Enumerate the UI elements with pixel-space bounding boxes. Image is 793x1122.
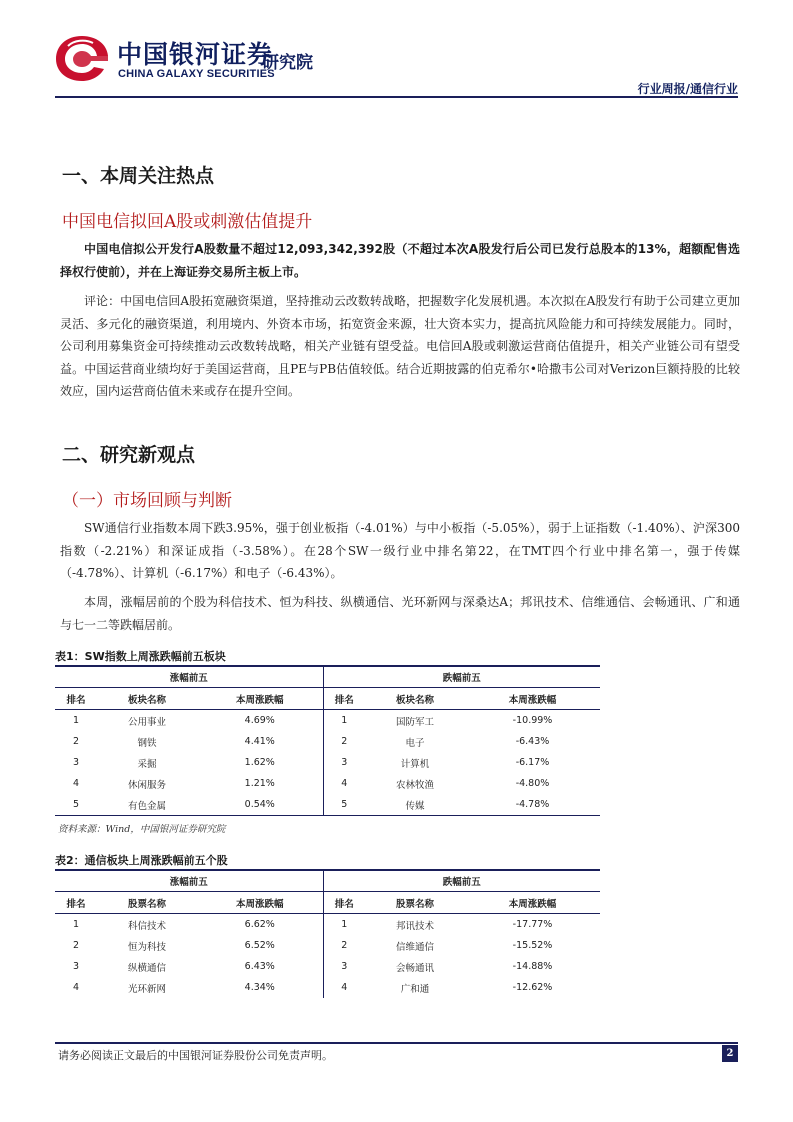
table-row bbox=[55, 794, 600, 816]
cell-rank: 1 bbox=[323, 914, 365, 936]
cell-change: 4.69% bbox=[244, 715, 275, 726]
cell-rank: 1 bbox=[323, 710, 365, 732]
section2-subtitle: （一）市场回顾与判断 bbox=[62, 491, 232, 511]
cell-rank: 2 bbox=[72, 736, 80, 747]
section1-title: 一、本周关注热点 bbox=[62, 165, 215, 187]
cell-change: 1.21% bbox=[244, 778, 275, 789]
cell-change: -6.43% bbox=[515, 736, 550, 747]
top-movers-para: 本周，涨幅居前的个股为科信技术、恒为科技、纵横通信、光环新网与深桑达A；邦讯技术、信维通信、会畅通讯、广和通与七一二等跌幅居前。 bbox=[60, 595, 740, 632]
table-row bbox=[55, 773, 600, 794]
cell-rank: 3 bbox=[323, 956, 365, 977]
cell-change: -17.77% bbox=[512, 919, 553, 930]
section1-comment: 评论：中国电信回A股拓宽融资渠道，坚持推动云改数转战略，把握数字化发展机遇。本次拟在A股发行有助于公司建立更加灵活、多元化的融资渠道，利用境内、外资本市场，拓宽资金来源，壮大资本实力，提高抗风险能力和可持续发展能力。同时，公司利用募集资金可持续推动云改数转战略，相关产业链有望受益。电信回A股或刺激运营商估值提升，相关产业链公司有望受益。中国运营商业绩均好于美国运营商，且PE与PB估值较低。结合近期披露的伯克希尔•哈撒韦公司对Verizon巨额持股的比较效应，国内运营商估值未来或存在提升空间。 bbox=[60, 294, 740, 398]
cell-name: 公用事业 bbox=[127, 716, 166, 728]
section1-subtitle: 中国电信拟回A股或刺激估值提升 bbox=[62, 212, 313, 232]
cell-name: 广和通 bbox=[400, 983, 430, 995]
cell-name: 信维通信 bbox=[395, 941, 434, 953]
table2-col-change: 本周涨跌幅 bbox=[465, 892, 600, 914]
table2-col-name: 股票名称 bbox=[365, 892, 465, 914]
table2-col-name: 股票名称 bbox=[97, 892, 197, 914]
table2-col-rank: 排名 bbox=[55, 892, 97, 914]
cell-rank: 2 bbox=[323, 935, 365, 956]
cell-name: 有色金属 bbox=[97, 794, 197, 816]
cell-rank: 4 bbox=[323, 773, 365, 794]
cell-rank: 2 bbox=[323, 731, 365, 752]
cell-name: 农林牧渔 bbox=[395, 779, 434, 791]
cell-change: 0.54% bbox=[197, 794, 323, 816]
cell-name: 钢铁 bbox=[137, 737, 157, 749]
institute-name: 研究院 bbox=[262, 53, 313, 73]
cell-name: 休闲服务 bbox=[127, 779, 166, 791]
brand-name-cn: 中国银河证券 bbox=[117, 40, 274, 69]
table-row bbox=[55, 956, 600, 977]
cell-name: 计算机 bbox=[400, 758, 430, 770]
table2-group-down: 跌幅前五 bbox=[323, 870, 600, 892]
cell-change: -15.52% bbox=[512, 940, 553, 951]
table1-col-name: 板块名称 bbox=[365, 688, 465, 710]
table-row bbox=[55, 977, 600, 998]
table-row bbox=[55, 914, 600, 936]
table1-col-change: 本周涨跌幅 bbox=[197, 688, 323, 710]
table-row bbox=[55, 731, 600, 752]
footer-disclaimer: 请务必阅读正文最后的中国银河证券股份公司免责声明。 bbox=[58, 1049, 333, 1062]
cell-name: 纵横通信 bbox=[127, 962, 166, 974]
cell-name: 科信技术 bbox=[127, 920, 166, 932]
cell-change: 6.62% bbox=[244, 919, 275, 930]
section2-title: 二、研究新观点 bbox=[62, 444, 196, 466]
cell-rank: 4 bbox=[72, 982, 80, 993]
cell-name: 采掘 bbox=[137, 758, 157, 770]
market-review-para: SW通信行业指数本周下跌3.95%，强于创业板指（-4.01%）与中小板指（-5.05%），弱于上证指数（-1.40%）、沪深300指数（-2.21%）和深证成指（-3.58%）。在28个SW一级行业中排名第22，在TMT四个行业中排名第一，强于传媒（-4.78%）、计算机（-6.17%）和电子（-6.43%）。 bbox=[60, 521, 740, 580]
cell-change: 4.41% bbox=[244, 736, 275, 747]
cell-rank: 1 bbox=[72, 715, 80, 726]
table1-col-change: 本周涨跌幅 bbox=[465, 688, 600, 710]
table2-col-rank: 排名 bbox=[323, 892, 365, 914]
cell-change: 1.62% bbox=[244, 757, 275, 768]
cell-rank: 1 bbox=[72, 919, 80, 930]
cell-change: -14.88% bbox=[512, 961, 553, 972]
table-row bbox=[55, 935, 600, 956]
cell-change: 6.52% bbox=[244, 940, 275, 951]
cell-change: -6.17% bbox=[515, 757, 550, 768]
cell-rank: 3 bbox=[323, 752, 365, 773]
table1-group-up: 涨幅前五 bbox=[55, 666, 323, 688]
cell-rank: 3 bbox=[72, 961, 80, 972]
table1-col-rank: 排名 bbox=[55, 688, 97, 710]
table2-col-change: 本周涨跌幅 bbox=[197, 892, 323, 914]
table2-group-up: 涨幅前五 bbox=[55, 870, 323, 892]
report-category: 行业周报/通信行业 bbox=[637, 82, 738, 96]
section1-lead: 中国电信拟公开发行A股数量不超过12,093,342,392股（不超过本次A股发行后公司已发行总股本的13%，超额配售选择权行使前），并在上海证券交易所主板上市。 bbox=[60, 242, 740, 279]
table1-col-name: 板块名称 bbox=[97, 688, 197, 710]
table1-source: 资料来源：Wind，中国银河证券研究院 bbox=[58, 824, 226, 835]
cell-change: -4.80% bbox=[515, 778, 550, 789]
cell-rank: 5 bbox=[55, 794, 97, 816]
cell-name: 会畅通讯 bbox=[395, 962, 434, 974]
cell-rank: 3 bbox=[72, 757, 80, 768]
cell-rank: 5 bbox=[323, 794, 365, 816]
table-row bbox=[55, 710, 600, 732]
cell-rank: 2 bbox=[72, 940, 80, 951]
cell-name: 传媒 bbox=[365, 794, 465, 816]
cell-change: 4.34% bbox=[244, 982, 275, 993]
brand-name-en: CHINA GALAXY SECURITIES bbox=[118, 68, 275, 80]
table1-caption: 表1：SW指数上周涨跌幅前五板块 bbox=[55, 650, 226, 663]
cell-name: 光环新网 bbox=[127, 983, 166, 995]
cell-change: -10.99% bbox=[512, 715, 553, 726]
table1 bbox=[55, 665, 600, 816]
cell-name: 邦讯技术 bbox=[395, 920, 434, 932]
cell-change: -12.62% bbox=[512, 982, 553, 993]
cell-change: 6.43% bbox=[244, 961, 275, 972]
cell-name: 恒为科技 bbox=[127, 941, 166, 953]
cell-name: 电子 bbox=[405, 737, 425, 749]
table-row bbox=[55, 752, 600, 773]
cell-rank: 4 bbox=[323, 977, 365, 998]
table1-group-down: 跌幅前五 bbox=[323, 666, 600, 688]
table1-col-rank: 排名 bbox=[323, 688, 365, 710]
galaxy-logo-icon bbox=[52, 32, 112, 84]
cell-change: -4.78% bbox=[465, 794, 600, 816]
cell-rank: 4 bbox=[72, 778, 80, 789]
footer-divider bbox=[55, 1042, 738, 1044]
cell-name: 国防军工 bbox=[395, 716, 434, 728]
table2 bbox=[55, 869, 600, 998]
page-number: 2 bbox=[722, 1045, 738, 1062]
header-divider bbox=[55, 96, 738, 98]
table2-caption: 表2：通信板块上周涨跌幅前五个股 bbox=[55, 854, 228, 867]
